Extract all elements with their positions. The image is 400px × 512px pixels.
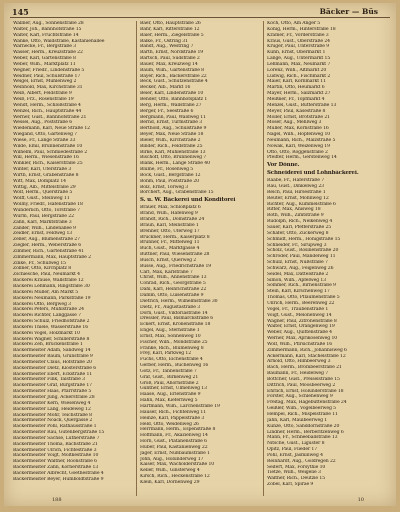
directory-entry: Brandt, Rich., Domstraße 24 — [140, 217, 205, 222]
directory-entry: Baumann, Fr., Heidelweg 7 — [267, 371, 329, 377]
directory-entry: Weber, Wilh., Marktplatz 11 — [13, 61, 76, 67]
directory-entry: Ernst, Max, Sonnenweg 10 — [140, 333, 201, 339]
section-heading: Vor Dönne. — [267, 162, 300, 169]
directory-entry: König, Herm., Hinterstraße 18 — [267, 26, 336, 32]
directory-entry: Tietze, Wilh., Weigelie 3 — [267, 470, 321, 476]
directory-entry: Horn, Gust., Platanenstraße 6 — [140, 439, 207, 445]
directory-entry: Maier, Karl, Kornmarkt 11 — [267, 79, 326, 85]
directory-entry: Lange, Aug., Untermarkt 15 — [267, 56, 331, 62]
directory-entry: Eckert, Ernst, Kronenstraße 18 — [140, 322, 211, 328]
directory-entry: Bäckerei Neumann, Parkstraße 19 — [13, 295, 91, 301]
directory-entry: Berthold, Aug., Schulstraße 9 — [140, 126, 207, 132]
directory-entry: Kunze, Otto, Sanddornstraße 20 — [267, 423, 340, 429]
directory-entry: Bäckermeister Ulrich, Fichtestraße 3 — [13, 447, 97, 453]
directory-entry: Reuter, Ernst, Mohnweg 12 — [267, 195, 329, 201]
directory-entry: Herrmann, Herm., Espenstraße 8 — [140, 427, 216, 433]
directory-entry: Klein, Karl, Dornenweg 29 — [140, 479, 200, 485]
directory-entry: Buch, Gust., Marktgasse 4 — [140, 246, 200, 252]
directory-entry: Frey, Karl, Parkweg 12 — [140, 351, 192, 357]
directory-entry: Zobel, Karl, Spiräe 9 — [267, 482, 314, 488]
directory-entry: Walther, Rich., Deutzie 15 — [267, 476, 326, 482]
directory-entry: Jäger, Ernst, Nußbaumstraße 1 — [140, 450, 210, 456]
directory-entry: Zimmermann, Max, Hauptstraße 2 — [13, 254, 91, 260]
directory-entry: Opitz, Paul, Flieder 17 — [267, 447, 318, 453]
directory-entry: Böttcher, Gust., Preiselstraße 15 — [267, 376, 340, 382]
directory-entry: Bäckerei Thiele, Wasserstraße 16 — [13, 324, 89, 330]
directory-entry: Zöllner, Otto, Kirchplatz 8 — [13, 266, 72, 272]
directory-entry: Blume, Fr., Rosenweg 5 — [140, 167, 194, 173]
directory-entry: Lindner, Herm., Berberitzenweg 6 — [267, 429, 344, 435]
directory-entry: Bäckermeister Walther, Roonstraße 6 — [13, 459, 97, 465]
directory-entry: Bartsch, Paul, Südstraße 2 — [140, 56, 200, 62]
directory-entry: Franke, Rich., Blumenweg 8 — [140, 345, 204, 351]
directory-entry: Wiegand, Otto, Gartenweg 7 — [13, 132, 77, 138]
directory-entry: Weiß, Frz., Rosenstraße 19 — [13, 96, 74, 102]
directory-entry: Wasser, Herm., Kreuzstraße 22 — [13, 50, 83, 56]
directory-entry: Pohl, Ernst, Jasminweg 4 — [267, 452, 323, 458]
directory-entry: Sommer, Rich., Birnenstraße 9 — [267, 283, 336, 289]
directory-entry: Nagel, Wilh., Hopfenweg 10 — [267, 132, 331, 138]
directory-entry: Wanke, Otto, Waldstraße, Kastanienallee — [13, 38, 105, 44]
section-heading: Schneiderei und Lohnbäckerei. — [267, 170, 359, 177]
directory-entry: Bäckermeister Thoma, Bachstraße 21 — [13, 441, 98, 447]
directory-entry: Hempel, Rich., Mispelstraße 11 — [267, 412, 338, 417]
directory-entry: Bergmann, Paul, Waldweg 11 — [140, 114, 206, 120]
directory-entry: Damm, Otto, Luisenstraße 9 — [140, 292, 204, 298]
directory-entry: Wallner, Aug., Sonnenstraße 28 — [13, 21, 84, 26]
directory-entry: Dittrich, Paul, Moosbeerweg 2 — [267, 382, 336, 388]
directory-entry: Bayer, Rich., Bäckerstraße 22 — [140, 73, 207, 79]
directory-entry: Bäckermeister Sachse, Lutherstraße 7 — [13, 435, 100, 441]
directory-entry: Bäckermeister Mohr, Teichstraße 8 — [13, 412, 92, 418]
directory-entry: Busse, Aug., Friedrichstraße 19 — [140, 263, 212, 269]
directory-entry: Bäckerei Vogel, Holzmarkt 10 — [13, 330, 80, 336]
directory-entry: Wegner, Friedr., Lindenstraße 5 — [13, 67, 85, 73]
directory-entry: Birke, Karl, Mühlenstraße 13 — [140, 149, 206, 155]
directory-entry: Kuhn, Ernst, Obermarkt 1 — [267, 50, 326, 56]
directory-entry: Carl, Max, Karlstraße 7 — [140, 269, 193, 275]
directory-entry: Rudolph, Rich., Nelkenweg 4 — [267, 219, 333, 225]
directory-entry: Bischoff, Otto, Brunnenweg 7 — [140, 155, 207, 161]
directory-entry: Bahr, Karl, Ritterstraße 12 — [140, 26, 200, 32]
directory-entry: Koch, Otto, Am Anger 5 — [267, 21, 321, 26]
directory-entry: Weber, Aug., Quittenstraße 4 — [267, 330, 333, 336]
column-3 — [263, 21, 390, 496]
directory-entry: Nowak, Karl, Weizenweg 19 — [267, 143, 330, 149]
directory-entry: Möller, Ernst, Brotstraße 21 — [267, 114, 330, 120]
directory-entry: Zander, Wilh., Lindenallee 9 — [13, 225, 76, 231]
directory-entry: Bach, Herm., Brombeerstraße 21 — [267, 365, 342, 371]
directory-entry: Dietz, Fr., Augustastraße 3 — [140, 304, 201, 310]
directory-entry: Böhm, Paul, Poststraße 20 — [140, 178, 199, 184]
directory-entry: Wolf, Herm., Querstraße 5 — [13, 190, 73, 196]
directory-entry: Ullrich, Herm., Beerenweg 22 — [267, 300, 335, 306]
directory-entry: Roth, Wilh., Zimtstraße 9 — [267, 213, 324, 219]
directory-entry: Wolff, Gust., Steinweg 11 — [13, 196, 70, 202]
directory-entry: Brand, Wilh., Hafenweg 9 — [140, 211, 198, 217]
directory-entry: Wurm, Paul, Bergstraße 22 — [13, 213, 74, 219]
directory-entry: Keller, Wilh., Ginsterweg 4 — [140, 468, 200, 474]
directory-entry: Borchert, Aug., Grabenstraße 15 — [140, 190, 214, 196]
directory-entry: Menzel, Gust., Butterstraße 13 — [267, 102, 337, 108]
directory-entry: Dressler, Paul, Bismarckstraße 6 — [140, 316, 214, 322]
directory-entry: Reinhardt, Aug., Goldregen 22 — [267, 458, 336, 464]
directory-entry: Hahn, Max, Kiefernweg 5 — [140, 398, 198, 404]
directory-entry: Nitsche, Gust., Liguster 8 — [267, 441, 325, 447]
directory-entry: Zeller, Aug., Blumenstraße 27 — [13, 237, 80, 243]
directory-entry: Bäckermeister Voigt, Moltkestraße 10 — [13, 453, 99, 459]
directory-entry: Wenzel, Rich., Hauptstraße 44 — [13, 108, 82, 114]
directory-entry: Bäckermeister Ebert, Eckstraße 11 — [13, 371, 93, 377]
directory-entry: Zinke, Fr., Schulweg 15 — [13, 260, 67, 266]
directory-entry: Gerber, Herm., Buchenweg 16 — [140, 363, 209, 369]
directory-entry: Otto, Otto, Roggenstraße 2 — [267, 149, 328, 155]
directory-entry: Kraus, Gust., Oberstraße 24 — [267, 38, 330, 44]
directory-entry: Wittig, Alb., Mittelstraße 29 — [13, 184, 76, 190]
directory-entry: Zschiesche, Paul, Neumarkt 4 — [13, 272, 80, 278]
directory-page — [4, 3, 396, 506]
directory-entry: Bäckermeister Graf, Burgstraße 17 — [13, 383, 92, 389]
directory-entry: Wendt, Herm., Schloßstraße 4 — [13, 102, 81, 108]
directory-entry: Held, Otto, Weidenweg 26 — [140, 421, 199, 427]
directory-entry: Beier, Karl, Lindenstraße 10 — [140, 91, 204, 97]
directory-columns — [10, 21, 390, 496]
directory-entry: Ludwig, Rich., Fischmarkt 2 — [267, 73, 331, 79]
directory-entry: Blank, Herm., Lange Straße 40 — [140, 161, 210, 167]
directory-entry: Thomas, Otto, Pflaumenstraße 5 — [267, 295, 340, 301]
directory-entry: Brenner, Otto, Uferweg 17 — [140, 228, 200, 234]
directory-entry: Werner, Max, Aprikosenweg 10 — [267, 336, 338, 342]
directory-entry: Reich, Paul, Hirsestraße 1 — [267, 189, 326, 195]
directory-entry: Bock, Gust., Bergstraße 12 — [140, 172, 201, 178]
directory-entry: Raabe, Fr., Haferstraße 7 — [267, 178, 325, 184]
directory-entry: Günther, Ernst, Ulmenweg 13 — [140, 386, 207, 392]
directory-entry: Bäckerei Krause, Wallstraße 12 — [13, 278, 84, 284]
directory-entry: Fuchs, Otto, Eichenstraße 4 — [140, 357, 203, 363]
running-head: Bäcker — Büs — [319, 7, 378, 16]
directory-entry: Ehrlich, Ernst, Holunderstraße 18 — [267, 388, 344, 394]
directory-entry: Bäckermeister Dietz, Klosterstraße 6 — [13, 365, 97, 371]
directory-entry: Dorn, Gust., Viktoriastraße 14 — [140, 310, 208, 316]
directory-entry: Meißner, Fr., Topfmarkt 4 — [267, 96, 325, 102]
directory-entry: Arnold, Otto, Himbeerweg 3 — [267, 359, 331, 365]
directory-entry: Weber, Karl, Gartenstraße 8 — [13, 56, 76, 62]
directory-entry: Voigt, Gust., Melonenweg 14 — [267, 312, 332, 318]
directory-entry: Fischer, Wilh., Mondstraße 25 — [140, 339, 208, 345]
directory-entry: Wolf, Wilh., Pfirsichstraße 16 — [267, 341, 333, 347]
directory-entry: Berg, Herm., Wallstraße 27 — [140, 102, 202, 108]
directory-entry: Wiese, Fr., Lange Straße 33 — [13, 137, 76, 143]
directory-entry: Huber, Paul, Kastanienweg 22 — [140, 444, 208, 450]
directory-entry: Christ, Wilh., Annenstraße 13 — [140, 275, 207, 281]
directory-entry: Zimmermann, Rich., Johannisweg 6 — [267, 347, 347, 353]
footer-left-mark: 188 — [52, 497, 62, 503]
directory-entry: Ritter, Max, Anisweg 18 — [267, 207, 321, 213]
directory-entry: Förster, Aug., Schlehenweg 9 — [267, 394, 333, 400]
directory-entry: Ziegler, Herm., Weberstraße 6 — [13, 243, 82, 249]
directory-entry: Zimmer, Rich., Gartenstraße 41 — [13, 248, 84, 254]
directory-entry: Kaiser, Max, Wacholderstraße 10 — [140, 462, 215, 468]
directory-entry: Schäfer, Otto, Zuckerweg 8 — [267, 230, 329, 236]
directory-entry: Bandt, Aug., Westring 7 — [140, 44, 194, 50]
directory-entry: Dietrich, Herm., Wilhelmstraße 30 — [140, 298, 218, 304]
directory-entry: Bäckermeister Beyer, Humboldtstraße 9 — [13, 476, 104, 482]
directory-entry: Baum, Wilh., Gartenstraße 8 — [140, 67, 205, 73]
directory-entry: Bäckermeister Jung, Ackerstraße 28 — [13, 395, 95, 400]
directory-entry: Vogel, Fr., Traubenstraße 1 — [267, 306, 329, 312]
directory-entry: Bäckerei Schulz, Friedhofstraße 2 — [13, 319, 90, 325]
directory-entry: Hartmann, Wilh., Lärchenstraße 19 — [140, 404, 220, 409]
directory-entry: Warnecke, Fr., Bergstraße 3 — [13, 44, 77, 50]
directory-entry: Bender, Otto, Bahnhofsplatz 1 — [140, 96, 208, 102]
directory-entry: Engel, Aug., Sternstraße 1 — [140, 328, 200, 334]
directory-entry: Meyer, Paul, Käsestraße 8 — [267, 108, 326, 114]
directory-entry: Geißler, Wilh., Vogelbeerweg 5 — [267, 406, 336, 412]
directory-entry: Mayer, Herm., Salzmarkt 27 — [267, 91, 331, 97]
directory-entry: Wirth, Ernst, Grabenstraße 8 — [13, 172, 79, 178]
directory-entry: Brunner, Fr., Mittelweg 11 — [140, 240, 200, 246]
directory-entry: Bäckermeister Pohl, Rathausstraße 1 — [13, 424, 97, 430]
directory-entry: Weidner, Paul, Schulstraße 17 — [13, 73, 81, 79]
directory-entry: Bäckermeister Noack, Quergasse 2 — [13, 418, 93, 424]
directory-entry: Berger, Fr., Seestraße 6 — [140, 108, 194, 114]
directory-entry: Beyer, Max, Neue Straße 18 — [140, 132, 204, 138]
directory-entry: Hauser, Rich., Fichtenweg 11 — [140, 409, 207, 415]
directory-entry: Balke, Fr., Ostring 31 — [140, 38, 188, 44]
directory-entry: Bäckerei Müller, Am Markt 5 — [13, 289, 79, 295]
directory-entry: Dahl, Karl, Heinrichstraße 22 — [140, 287, 207, 293]
directory-entry: Bäckermeister Adam, Sandweg 14 — [13, 348, 91, 354]
footer-right-mark: 10 — [357, 497, 364, 503]
directory-entry: Werner, Gust., Bahnhofstraße 21 — [13, 114, 87, 120]
directory-entry: Ackermann, Karl, Stachelstraße 12 — [267, 353, 346, 359]
directory-entry: Zahn, Karl, Marktstraße 3 — [13, 219, 72, 225]
page-number: 145 — [12, 7, 29, 17]
directory-entry: Bäckermeister Fink, Talstraße 3 — [13, 377, 85, 383]
directory-entry: Schulz, Ernst, Nußstraße 7 — [267, 260, 328, 266]
directory-entry: Graf, Gust., Birkenweg 21 — [140, 374, 199, 380]
directory-entry: Weiß, Albert, Feldstraße 9 — [13, 91, 72, 97]
directory-entry: Jahn, Karl, Maulbeerweg 1 — [267, 417, 328, 423]
directory-entry: Weigel, Ernst, Mühlenweg 2 — [13, 79, 77, 85]
directory-entry: Bräuer, Max, Schloßplatz 6 — [140, 205, 201, 211]
header-rule — [10, 17, 390, 18]
directory-entry: Wollny, Friedr., Hafenstraße 18 — [13, 202, 83, 208]
directory-entry: Mann, Fr., Schneeballstraße 13 — [267, 435, 338, 441]
directory-entry: Martin, Otto, Heumarkt 6 — [267, 85, 325, 91]
directory-entry: Bäckerei Wagner, Schillerstraße 8 — [13, 336, 90, 342]
directory-entry: Binder, Rich., Feldstraße 25 — [140, 143, 203, 149]
directory-entry: Schmidt, Herm., Honigstraße 15 — [267, 236, 341, 242]
directory-entry: Braun, Karl, Steinstraße 1 — [140, 222, 199, 228]
directory-entry: Bäckermeister Baum, Grünstraße 9 — [13, 354, 93, 360]
directory-entry: Kirsch, Rich., Heckenstraße 12 — [140, 474, 210, 480]
directory-entry: Seifert, Max, Forsythie 10 — [267, 464, 326, 470]
directory-entry: Müller, Max, Kornstraße 16 — [267, 126, 329, 132]
directory-entry: Wagner, Paul, Zitronenstraße 8 — [267, 318, 337, 324]
directory-entry: Weinhold, Max, Kirchstraße 31 — [13, 85, 83, 91]
directory-entry: Becker, Alb., Markt 16 — [140, 85, 191, 91]
column-2 — [136, 21, 263, 496]
directory-entry: Bieler, Wilh., Kirchstraße 2 — [140, 137, 201, 143]
directory-entry: Bäckerei Otto, Bergweg 3 — [13, 301, 71, 307]
directory-entry: Baer, Otto, Hauptstraße 26 — [140, 21, 201, 26]
directory-entry: Busch, Ernst, Querweg 2 — [140, 257, 197, 263]
directory-entry: Haase, Aug., Erlenstraße 9 — [140, 392, 201, 398]
directory-entry: Götz, Fr., Tannenstraße 7 — [140, 368, 197, 374]
directory-entry: Walter, Joh., Bahnhofstraße 15 — [13, 26, 82, 32]
directory-entry: Schröder, Paul, Mandelweg 11 — [267, 254, 336, 260]
directory-entry: Bernd, Ernst, Turmstraße 3 — [140, 120, 203, 126]
directory-entry: Winter, Karl, Uferstraße 3 — [13, 167, 72, 173]
section-heading: S. u. W. Bäckerei und Konditorei — [140, 197, 236, 204]
directory-entry: Büttner, Paul, Wiesenstraße 28 — [140, 252, 210, 258]
directory-entry: Groß, Paul, Ahornstraße 2 — [140, 380, 199, 386]
directory-entry: Hoffmann, Fr., Akazienweg 14 — [140, 433, 208, 439]
directory-entry: Bauer, Max, Kreuzweg 14 — [140, 61, 198, 67]
directory-entry: Bäckermeister Zahn, Körnerstraße 13 — [13, 465, 99, 471]
directory-entry: Pfeiffer, Herm., Gerstenweg 14 — [267, 155, 337, 161]
directory-entry: Wilde, Emil, Brunnenstraße 10 — [13, 143, 83, 149]
directory-entry: Walter, Ernst, Orangenweg 19 — [267, 324, 335, 330]
directory-entry: Scholz, Gust., Rosinenstraße 20 — [267, 248, 339, 254]
directory-entry: Stein, Karl, Kirschenweg 17 — [267, 289, 330, 295]
directory-entry: Bäckermeister Claus, Hofstraße 20 — [13, 359, 92, 365]
directory-entry: Bäckermeister Lang, Heideweg 12 — [13, 406, 91, 412]
directory-entry: Richter, Aug., Kümmelstraße 6 — [267, 201, 336, 207]
directory-entry: Rau, Gust., Dinkelweg 23 — [267, 184, 324, 190]
directory-entry: Wunderlich, Otto, Torstraße 7 — [13, 208, 80, 213]
directory-entry: Schneider, Fr., Sirupweg 3 — [267, 242, 327, 248]
directory-entry: Wilhelm, Paul, Schmiedestraße 2 — [13, 149, 88, 155]
directory-entry: Beck, Gust., Schützenstraße 4 — [140, 79, 208, 85]
directory-entry: Wiedemann, Karl, Neue Straße 12 — [13, 126, 90, 132]
directory-entry: Heinze, Karl, Pappelstraße 3 — [140, 415, 205, 421]
directory-entry: Bäckerei Zeh, Brückenstraße 1 — [13, 342, 83, 348]
directory-entry: Sauer, Karl, Pfefferstraße 25 — [267, 225, 332, 230]
directory-entry: Freitag, Max, Hagebuttenstraße 24 — [267, 400, 347, 406]
directory-entry: Witt, Max, Domplatz 14 — [13, 178, 67, 184]
directory-entry: Baier, Herm., Ziegelstraße 5 — [140, 32, 204, 38]
directory-entry: Zeidler, Ernst, Feldweg 13 — [13, 231, 73, 237]
directory-entry: Krüger, Paul, Unterstraße 9 — [267, 44, 330, 50]
directory-entry: Krämer, Fr., Vorderstraße 3 — [267, 32, 329, 38]
directory-entry: Winkler, Rich., Kaiserstraße 25 — [13, 161, 83, 167]
directory-entry: Wessel, Aug., Poststraße 6 — [13, 120, 73, 126]
directory-entry: Lehmann, Max, Neumarkt 7 — [267, 61, 331, 67]
directory-entry: Neumann, Rich., Malzstraße 5 — [267, 137, 336, 143]
directory-entry: Lorenz, Wilh., Altmarkt 20 — [267, 67, 327, 73]
directory-entry: Schwarz, Aug., Feigenweg 26 — [267, 265, 334, 271]
directory-entry: Brückner, Herm., Kaiserplatz 8 — [140, 234, 210, 240]
directory-entry: Conrad, Rich., Georgstraße 5 — [140, 281, 206, 287]
directory-entry: Simon, Wilh., Apfelweg 13 — [267, 277, 327, 283]
directory-entry: Seidel, Max, Dattelstraße 2 — [267, 271, 329, 277]
directory-entry: Moser, Aug., Mehlweg 3 — [267, 120, 322, 126]
directory-entry: Bäckermeister Kern, Wiesenweg 4 — [13, 400, 91, 406]
directory-entry: Barth, Ernst, Nordstraße 19 — [140, 50, 204, 56]
directory-entry: Bolz, Ernst, Torweg 3 — [140, 184, 189, 190]
directory-entry: John, Aug., Holunderweg 17 — [140, 456, 204, 462]
directory-entry: Bäckermeister Rau, Gutenbergstraße 15 — [13, 430, 105, 436]
directory-entry: Bäckerei Richter, Langgasse 7 — [13, 313, 81, 319]
directory-entry: Bäckerei Peters, Mühlstraße 24 — [13, 307, 84, 313]
directory-entry: Bäckermeister Albrecht, Goethestraße 4 — [13, 470, 104, 476]
directory-entry: Will, Herm., Wiesenstraße 16 — [13, 155, 79, 161]
column-1 — [10, 21, 136, 496]
directory-entry: Bäckermeister Haas, Pfarrstraße 5 — [13, 389, 92, 395]
directory-entry: Bäckerei Lehmann, Ringstraße 30 — [13, 283, 90, 289]
directory-entry: Walter, Karl, Fruchtstraße 14 — [13, 32, 79, 38]
